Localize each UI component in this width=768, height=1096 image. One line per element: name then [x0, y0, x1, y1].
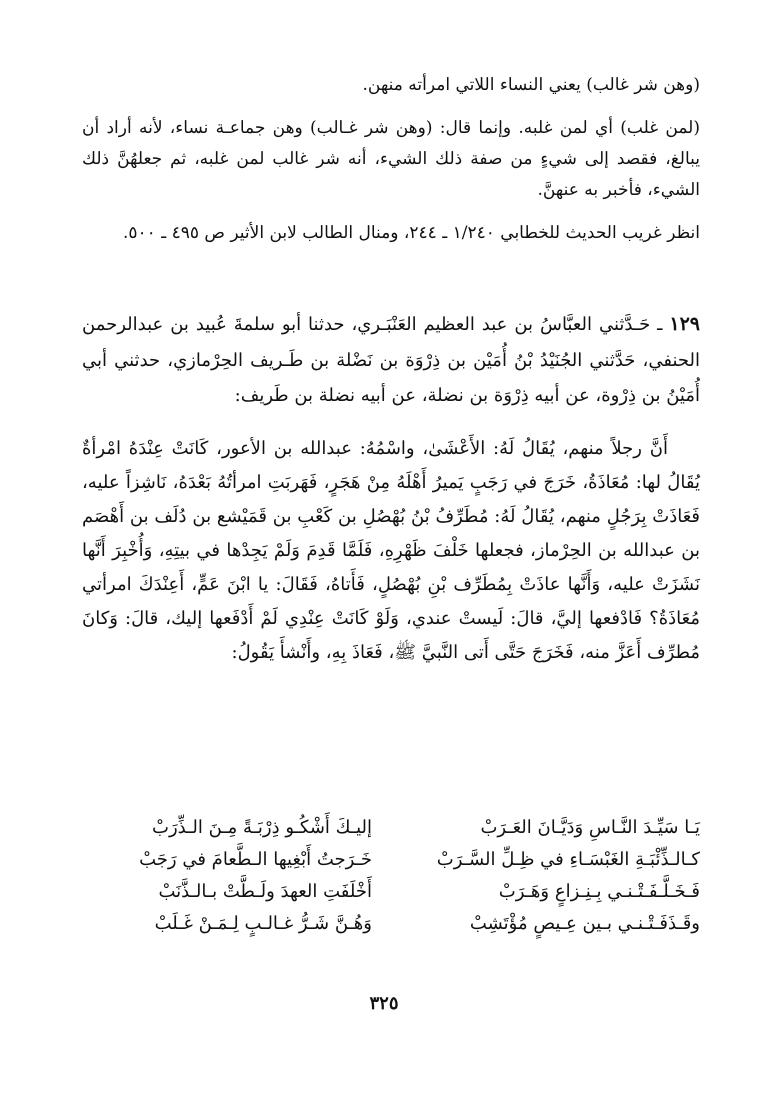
poem-verse [92, 844, 700, 876]
poem-verse [92, 908, 700, 940]
commentary-line-1: (وهن شر غالب) يعني النساء اللاتي امرأته منهن. [362, 75, 700, 95]
verse-first-hemistich: وقَـذَفَـتْـنـي بـين عِـيصٍ مُؤْتَشِبْ [469, 913, 700, 934]
verse-first-hemistich: كـالـذِّئْبَـةِ الغَبْسَـاءِ في ظِـلِّ السَّـرَبْ [436, 849, 700, 870]
reference-note: انظر غريب الحديث للخطابي ١/٢٤٠ ـ ٢٤٤، ومنال الطالب لابن الأثير ص ٤٩٥ ـ ٥٠٠. [123, 223, 700, 243]
hadith-isnad [82, 307, 700, 414]
page-body [82, 70, 700, 670]
poem [92, 812, 700, 940]
poem-verse [92, 812, 700, 844]
verse-second-hemistich: وَهُـنَّ شَـرُّ غـالـبٍ لِـمَـنْ غَـلَبْ [154, 913, 372, 934]
hadith-matn: أَنَّ رجلاً منهم، يُقَالُ لَهُ: الأَعْشَىٰ، واسْمُهُ: عبدالله بن الأعور، كَانَتْ عِنْدَهُ امْرأةٌ يُقَالُ لها: مُعَاذَةُ، خَرَجَ في رَجَبٍ يَميرُ أَهْلَهُ مِنْ هَجَرٍ، فَهَربَتِ امرأتُهُ بَعْدَهُ، نَاشِزاً عليه، فَعَاذَتْ بِرَجُلٍ منهم، يُقَالُ لَهُ: مُطَرِّفُ بْنُ بُهْصُلِ بن كَعْبِ بن قَمَيْشع بن دُلَف بن أَهْصَم بن عبدالله بن الحِرْماز، فجعلها خَلْفَ ظَهْرِهِ، فَلَمَّا قَدِمَ وَلَمْ يَجِدْها في بيتِهِ، وَأُخْبِرَ أَنَّها نَشَزَتْ عليه، وَأَنَّها عاذَتْ بِمُطَرِّف بْنِ بُهْصُلٍ، فَأَتاهُ، فَقَالَ: يا ابْنَ عَمٍّ، أَعِنْدَكَ امرأتي مُعَاذَةُ؟ فَادْفعها إليَّ، قالَ: لَيستْ عندي، وَلَوْ كَانَتْ عِنْدِي لَمْ أَدْفَعها إليك، قالَ: وَكانَ مُطرِّف أَعَزَّ منه، فَخَرَجَ حَتَّى أَتى النَّبيَّ ﷺ، فَعَاذَ بِهِ، وأَنْشأَ يَقُولُ: [82, 437, 700, 663]
isnad-text: ـ حَـدَّثني العبَّاسُ بن عبد العظيم العَنْبَـري، حدثنا أبو سلمةَ عُبيد بن عبدالرحمن الحنفي، حَدَّثني الجُنَيْدُ بْنُ أُمَيْن بن ذِرْوَة بن نَضْلة بن طَـريف الحِرْمازي، حدثني أبي أُمَيْنُ بن ذِرْوة، عن أبيه ذِرْوَة بن نضلة، عن أبيه نضلة بن طَريف: [82, 314, 700, 406]
verse-second-hemistich: إليـكَ أَشْكُـو ذِرْبَـةً مِـنَ الـذِّرَبْ [152, 817, 372, 838]
commentary-paragraph-2: (لمن غلب) أي لمن غلبه. وإنما قال: (وهن شر غـالب) وهن جماعـة نساء، لأنه أراد أن يبالغ، فقصد إلى شيءٍ من صفة ذلك الشيء، أنه شر غالب لمن غلبه، ثم جعلهُنَّ ذلك الشيء، فأخبر به عنهنَّ. [82, 118, 700, 200]
hadith-number: ١٢٩ [669, 313, 700, 335]
verse-second-hemistich: خَـرَجتُ أَبْغِيها الـطَّعامَ في رَجَبْ [139, 849, 372, 870]
verse-first-hemistich: يَـا سَيِّـدَ النَّـاسِ وَدَيَّـانَ العَـرَبْ [480, 817, 700, 838]
verse-first-hemistich: فَـخَـلَّـفَـتْـنـي بِـنِـزاعٍ وَهَـرَبْ [498, 881, 700, 902]
verse-second-hemistich: أَخْلَفَتِ العهدَ ولَـطَّتْ بـالـذَّنَبْ [158, 881, 372, 902]
page-number: ٣٢٥ [369, 993, 399, 1014]
poem-verse [92, 876, 700, 908]
